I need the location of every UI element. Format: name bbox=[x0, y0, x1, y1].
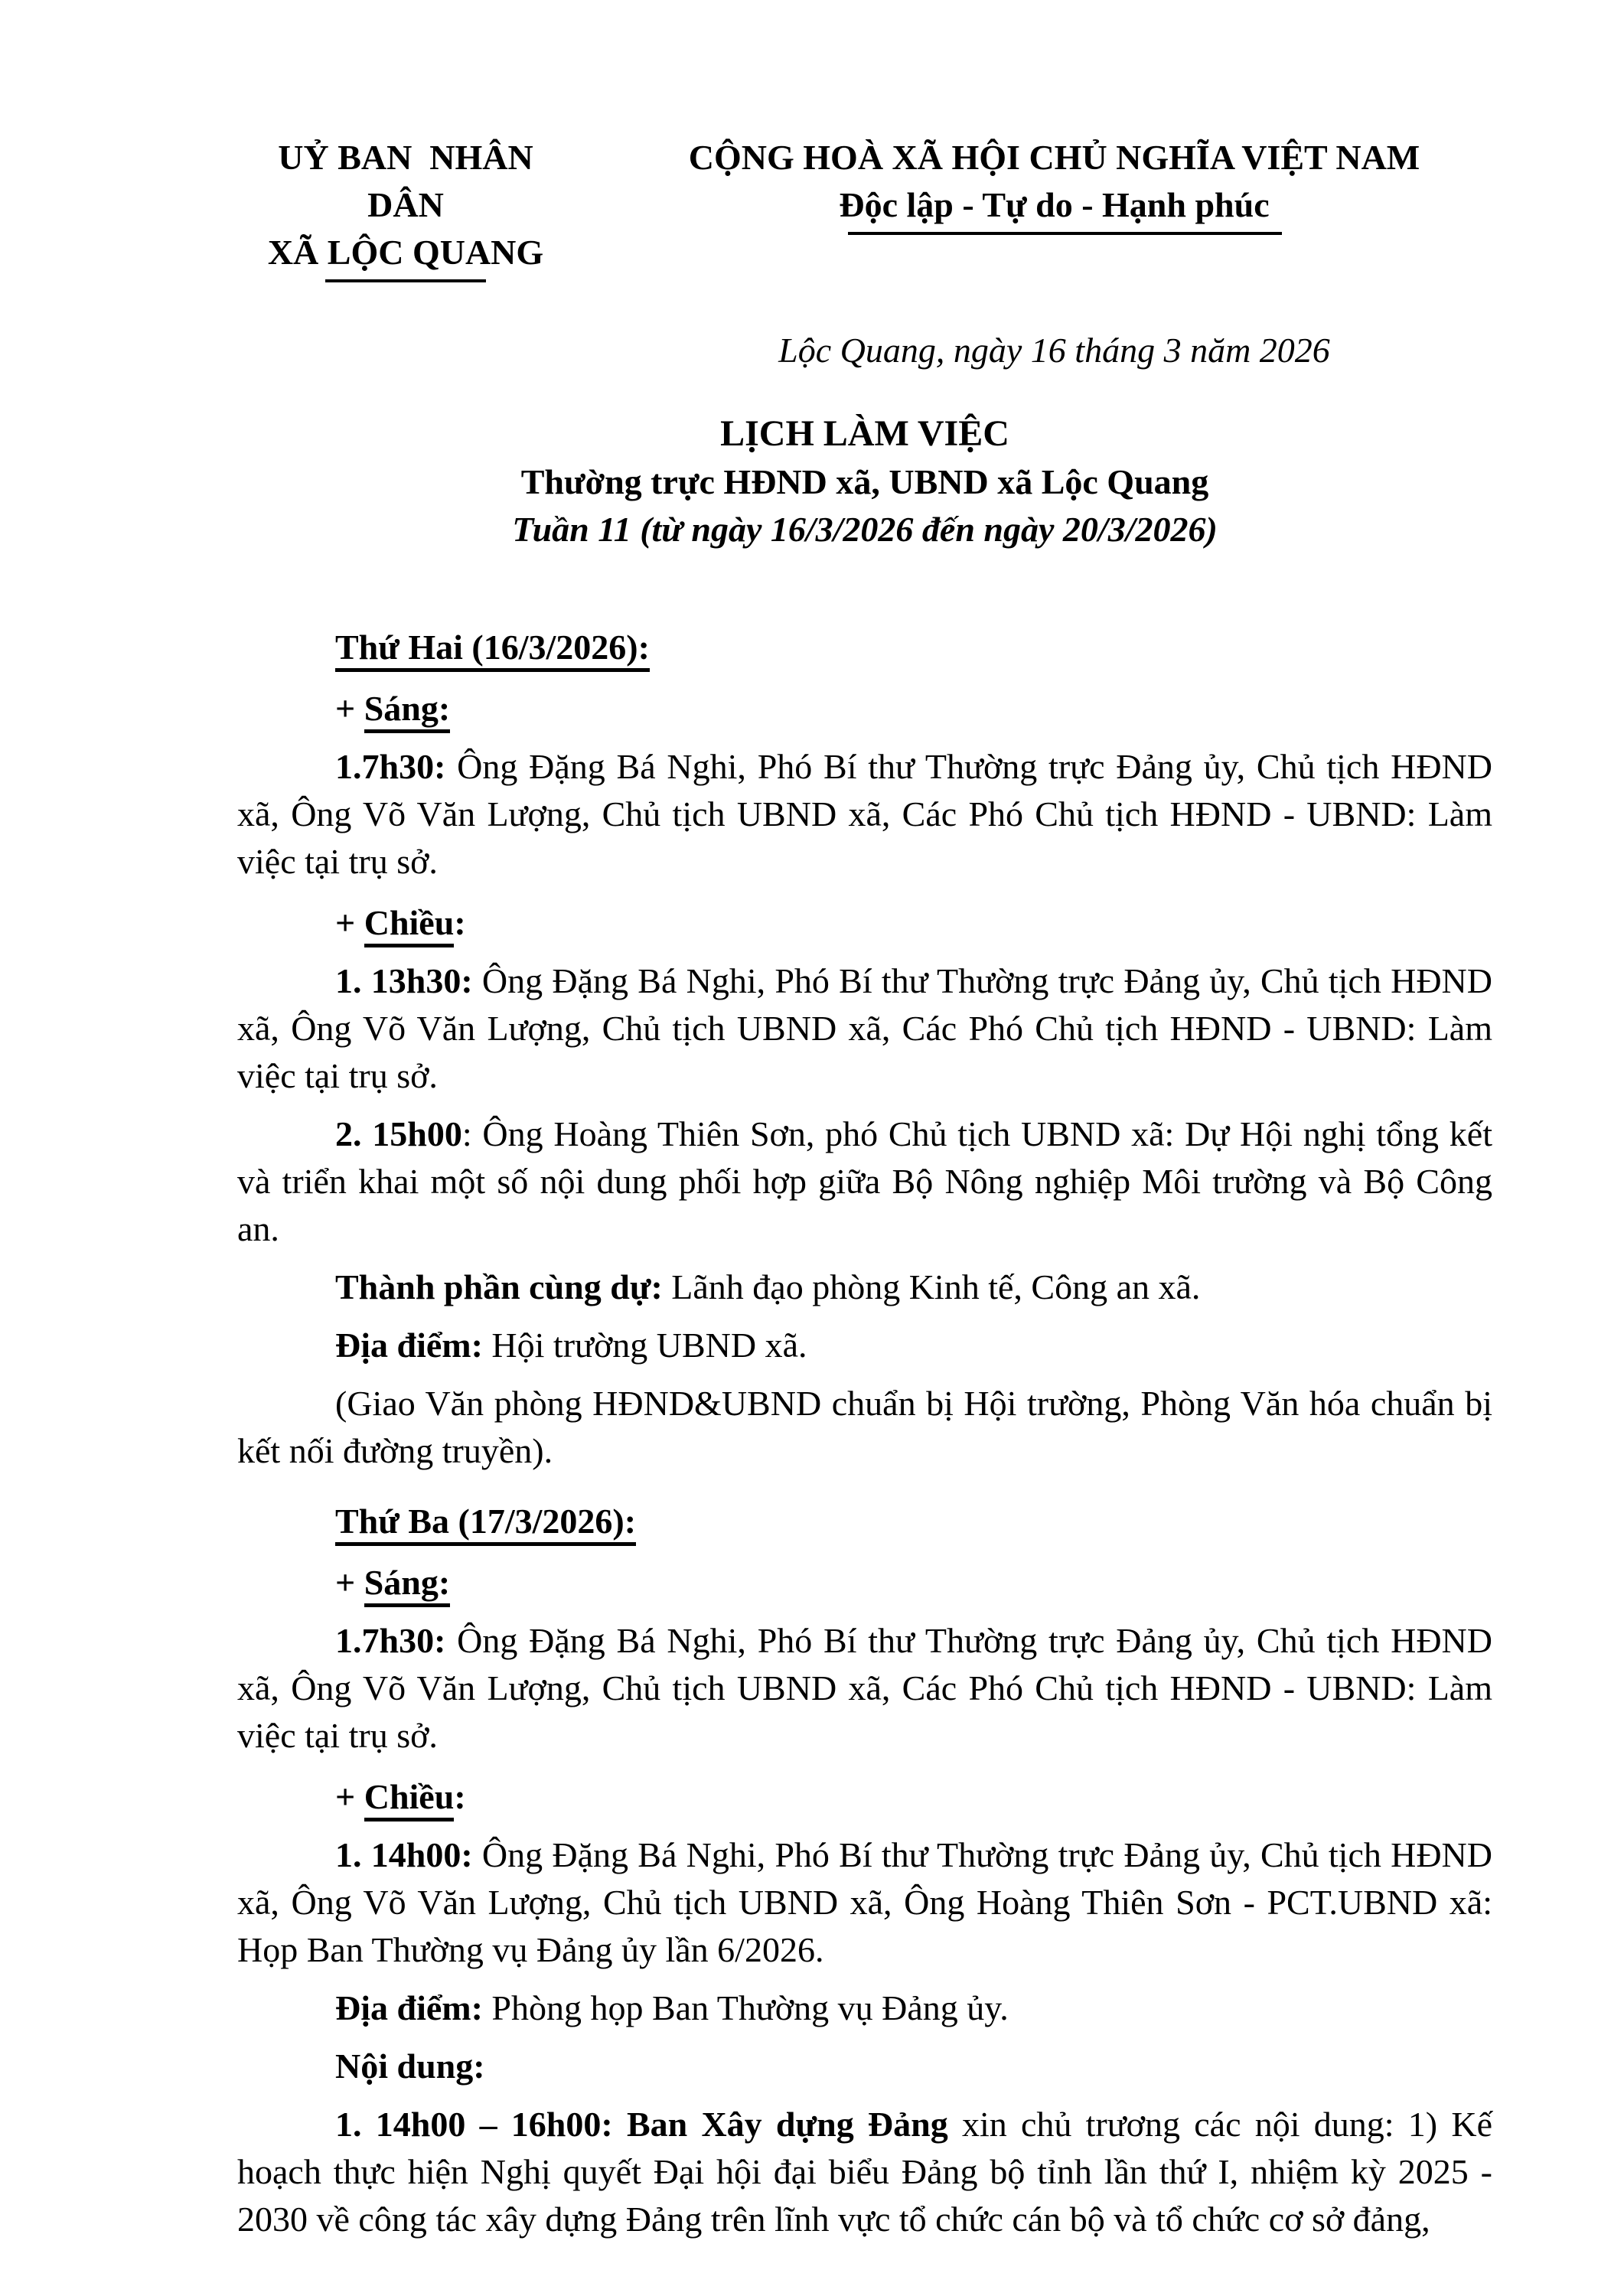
entry-text: Ông Đặng Bá Nghi, Phó Bí thư Thường trực Đảng ủy, Chủ tịch HĐND xã, Ông Võ Văn Lượng, Chủ tịch UBND xã, Các Phó Chủ tịch HĐND - UBND: Làm việc tại trụ sở. bbox=[237, 1621, 1492, 1755]
entry-text: Lãnh đạo phòng Kinh tế, Công an xã. bbox=[662, 1267, 1201, 1306]
entry-text: Ông Đặng Bá Nghi, Phó Bí thư Thường trực Đảng ủy, Chủ tịch HĐND xã, Ông Võ Văn Lượng, Chủ tịch UBND xã, Các Phó Chủ tịch HĐND - UBND: Làm việc tại trụ sở. bbox=[237, 961, 1492, 1095]
schedule-entry bbox=[237, 1322, 1492, 1369]
entry-lead: Nội dung: bbox=[335, 2047, 485, 2086]
org-name-line1: UỶ BAN NHÂN DÂN bbox=[278, 138, 543, 224]
entry-lead: 1. 14h00: bbox=[335, 1835, 473, 1874]
entry-lead: Địa điểm: bbox=[335, 1988, 483, 2027]
org-underline bbox=[325, 279, 486, 282]
day-heading bbox=[237, 1498, 1492, 1545]
note-text: (Giao Văn phòng HĐND&UBND chuẩn bị Hội trường, Phòng Văn hóa chuẩn bị kết nối đường truyền). bbox=[237, 1384, 1492, 1470]
day-heading-bold bbox=[335, 628, 650, 672]
entry-lead: 1. 13h30: bbox=[335, 961, 473, 1000]
entry-text: Ông Đặng Bá Nghi, Phó Bí thư Thường trực Đảng ủy, Chủ tịch HĐND xã, Ông Võ Văn Lượng, Chủ tịch UBND xã, Các Phó Chủ tịch HĐND - UBND: Làm việc tại trụ sở. bbox=[237, 747, 1492, 881]
session-suffix: : bbox=[454, 903, 466, 942]
underlined-label: Chiều bbox=[364, 903, 455, 947]
session-prefix: + bbox=[335, 689, 364, 728]
entry-lead: 2. 15h00 bbox=[335, 1114, 462, 1153]
document-subtitle: Thường trực HĐND xã, UBND xã Lộc Quang bbox=[520, 462, 1209, 501]
day-heading-bold bbox=[335, 1502, 636, 1546]
org-name-line2: XÃ LỘC QUANG bbox=[267, 233, 544, 272]
document-week-range: Tuần 11 (từ ngày 16/3/2026 đến ngày 20/3/2026) bbox=[512, 510, 1218, 549]
place-date-line: Lộc Quang, ngày 16 tháng 3 năm 2026 bbox=[778, 331, 1330, 370]
schedule-entry bbox=[237, 2101, 1492, 2243]
national-motto-block bbox=[681, 134, 1427, 235]
document-title-block bbox=[237, 409, 1492, 553]
document-title: LỊCH LÀM VIỆC bbox=[720, 413, 1009, 454]
schedule-entry bbox=[237, 957, 1492, 1100]
underlined-label: Thứ Hai (16/3/2026): bbox=[335, 628, 650, 672]
underlined-label: Chiều bbox=[364, 1777, 455, 1821]
session-heading-bold bbox=[335, 689, 450, 733]
schedule-entry bbox=[237, 1831, 1492, 1974]
entry-lead: 1.7h30: bbox=[335, 1621, 446, 1660]
document-header bbox=[237, 134, 1492, 282]
entry-lead: Thành phần cùng dự: bbox=[335, 1267, 663, 1306]
session-heading bbox=[237, 1773, 1492, 1821]
entry-lead: 1.7h30: bbox=[335, 747, 446, 786]
session-prefix: + bbox=[335, 1563, 364, 1602]
entry-lead: 1. 14h00 – 16h00: Ban Xây dựng Đảng bbox=[335, 2105, 948, 2144]
schedule-entry bbox=[237, 743, 1492, 885]
schedule-entry bbox=[237, 1110, 1492, 1253]
entry-text: : Ông Hoàng Thiên Sơn, phó Chủ tịch UBND xã: Dự Hội nghị tổng kết và triển khai một số nội dung phối hợp giữa Bộ Nông nghiệp Môi trường và Bộ Công an. bbox=[237, 1114, 1492, 1248]
schedule-entry bbox=[237, 1617, 1492, 1760]
session-prefix: + bbox=[335, 1777, 364, 1816]
session-prefix: + bbox=[335, 903, 364, 942]
entry-text: Hội trường UBND xã. bbox=[482, 1326, 807, 1365]
underlined-label: Sáng: bbox=[364, 689, 450, 733]
session-heading bbox=[237, 899, 1492, 947]
entry-text: Phòng họp Ban Thường vụ Đảng ủy. bbox=[482, 1988, 1009, 2027]
session-heading-bold bbox=[335, 1777, 466, 1821]
entry-text: xin chủ trương các nội dung: 1) Kế hoạch thực hiện Nghị quyết Đại hội đại biểu Đảng bộ tỉnh lần thứ I, nhiệm kỳ 2025 - 2030 về công tác xây dựng Đảng trên lĩnh vực tổ chức cán bộ và tổ chức cơ sở đảng, bbox=[237, 2105, 1492, 2239]
note-paragraph bbox=[237, 1380, 1492, 1475]
session-heading-bold bbox=[335, 1563, 450, 1607]
schedule-entry bbox=[237, 1264, 1492, 1311]
underlined-label: Sáng: bbox=[364, 1563, 450, 1607]
underlined-label: Thứ Ba (17/3/2026): bbox=[335, 1502, 636, 1546]
schedule-body bbox=[237, 624, 1492, 2243]
session-heading bbox=[237, 685, 1492, 732]
schedule-entry bbox=[237, 2043, 1492, 2090]
entry-text: Ông Đặng Bá Nghi, Phó Bí thư Thường trực Đảng ủy, Chủ tịch HĐND xã, Ông Võ Văn Lượng, Chủ tịch UBND xã, Ông Hoàng Thiên Sơn - PCT.UBND xã: Họp Ban Thường vụ Đảng ủy lần 6/2026. bbox=[237, 1835, 1492, 1969]
session-heading-bold bbox=[335, 903, 466, 947]
day-heading bbox=[237, 624, 1492, 671]
schedule-entry bbox=[237, 1985, 1492, 2032]
motto-underline bbox=[848, 232, 1282, 235]
issuing-org-block bbox=[237, 134, 574, 282]
session-suffix: : bbox=[454, 1777, 466, 1816]
national-title-line: CỘNG HOÀ XÃ HỘI CHỦ NGHĨA VIỆT NAM bbox=[688, 138, 1420, 177]
entry-lead: Địa điểm: bbox=[335, 1326, 483, 1365]
national-motto-line: Độc lập - Tự do - Hạnh phúc bbox=[839, 185, 1270, 224]
session-heading bbox=[237, 1559, 1492, 1606]
